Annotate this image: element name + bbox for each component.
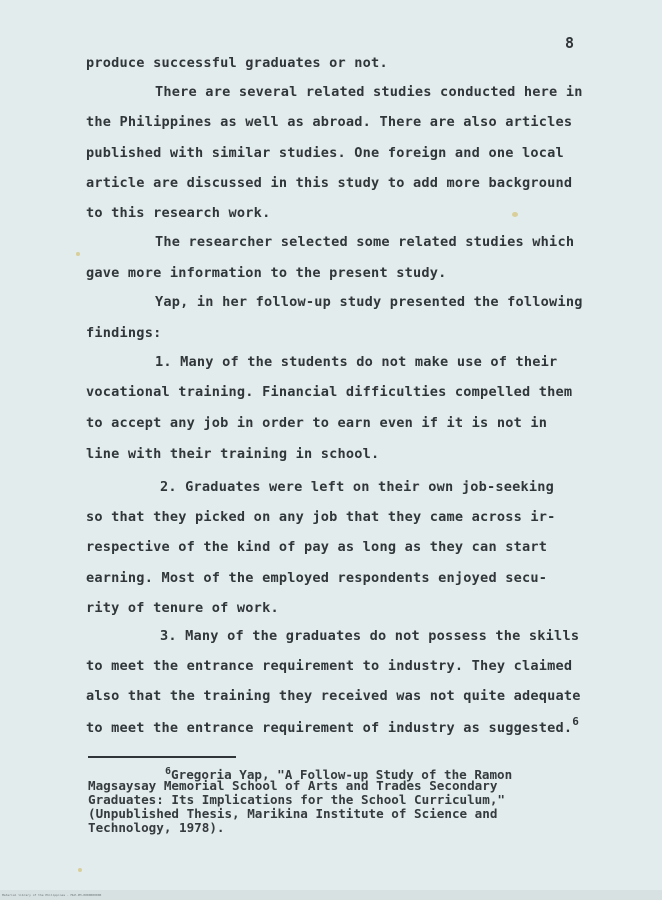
body-line: 2. Graduates were left on their own job-seeking xyxy=(160,479,555,495)
body-line: to this research work. xyxy=(86,205,271,221)
body-line: gave more information to the present study. xyxy=(86,265,447,281)
body-line: rity of tenure of work. xyxy=(86,600,279,616)
body-line: so that they picked on any job that they came across ir- xyxy=(86,509,556,525)
body-line: to accept any job in order to earn even if it is not in xyxy=(86,415,548,431)
scan-footer-text: Material library of the Philippines · MLP-PH-0000000000 xyxy=(2,893,102,897)
body-line: There are several related studies conducted here in xyxy=(155,84,583,100)
footnote-line: $^6$Gregoria Yap, "A Follow-up Study of the Ramon xyxy=(165,766,513,782)
paper-stain xyxy=(78,868,82,872)
body-line: vocational training. Financial difficulties compelled them xyxy=(86,384,573,400)
body-line-last: to meet the entrance requirement of industry as suggested.$^6$ xyxy=(86,715,580,736)
body-line: 3. Many of the graduates do not possess the skills xyxy=(160,628,580,644)
body-line: findings: xyxy=(86,325,162,341)
body-line: 1. Many of the students do not make use of their xyxy=(155,354,558,370)
footnote-divider xyxy=(88,756,236,758)
footnote-line: Graduates: Its Implications for the School Curriculum," xyxy=(88,792,506,807)
body-line: earning. Most of the employed respondents enjoyed secu- xyxy=(86,570,548,586)
body-line: article are discussed in this study to add more background xyxy=(86,175,573,191)
body-line: the Philippines as well as abroad. There are also articles xyxy=(86,114,573,130)
footnote-line: Technology, 1978). xyxy=(88,820,225,835)
footnote-mark: 6 xyxy=(165,766,172,777)
body-line: to meet the entrance requirement to industry. They claimed xyxy=(86,658,573,674)
page-number: 8 xyxy=(565,34,575,52)
body-line: The researcher selected some related studies which xyxy=(155,234,575,250)
body-line: respective of the kind of pay as long as they can start xyxy=(86,539,548,555)
footnote-line: (Unpublished Thesis, Marikina Institute of Science and xyxy=(88,806,498,821)
paper-stain xyxy=(512,212,518,217)
footnote-reference: 6 xyxy=(572,715,580,728)
body-line: produce successful graduates or not. xyxy=(86,55,388,71)
paper-stain xyxy=(76,252,80,256)
body-line: line with their training in school. xyxy=(86,446,380,462)
body-line: Yap, in her follow-up study presented the following xyxy=(155,294,583,310)
body-line: also that the training they received was not quite adequate xyxy=(86,688,581,704)
body-line: published with similar studies. One foreign and one local xyxy=(86,145,564,161)
footnote-line: Magsaysay Memorial School of Arts and Trades Secondary xyxy=(88,778,498,793)
